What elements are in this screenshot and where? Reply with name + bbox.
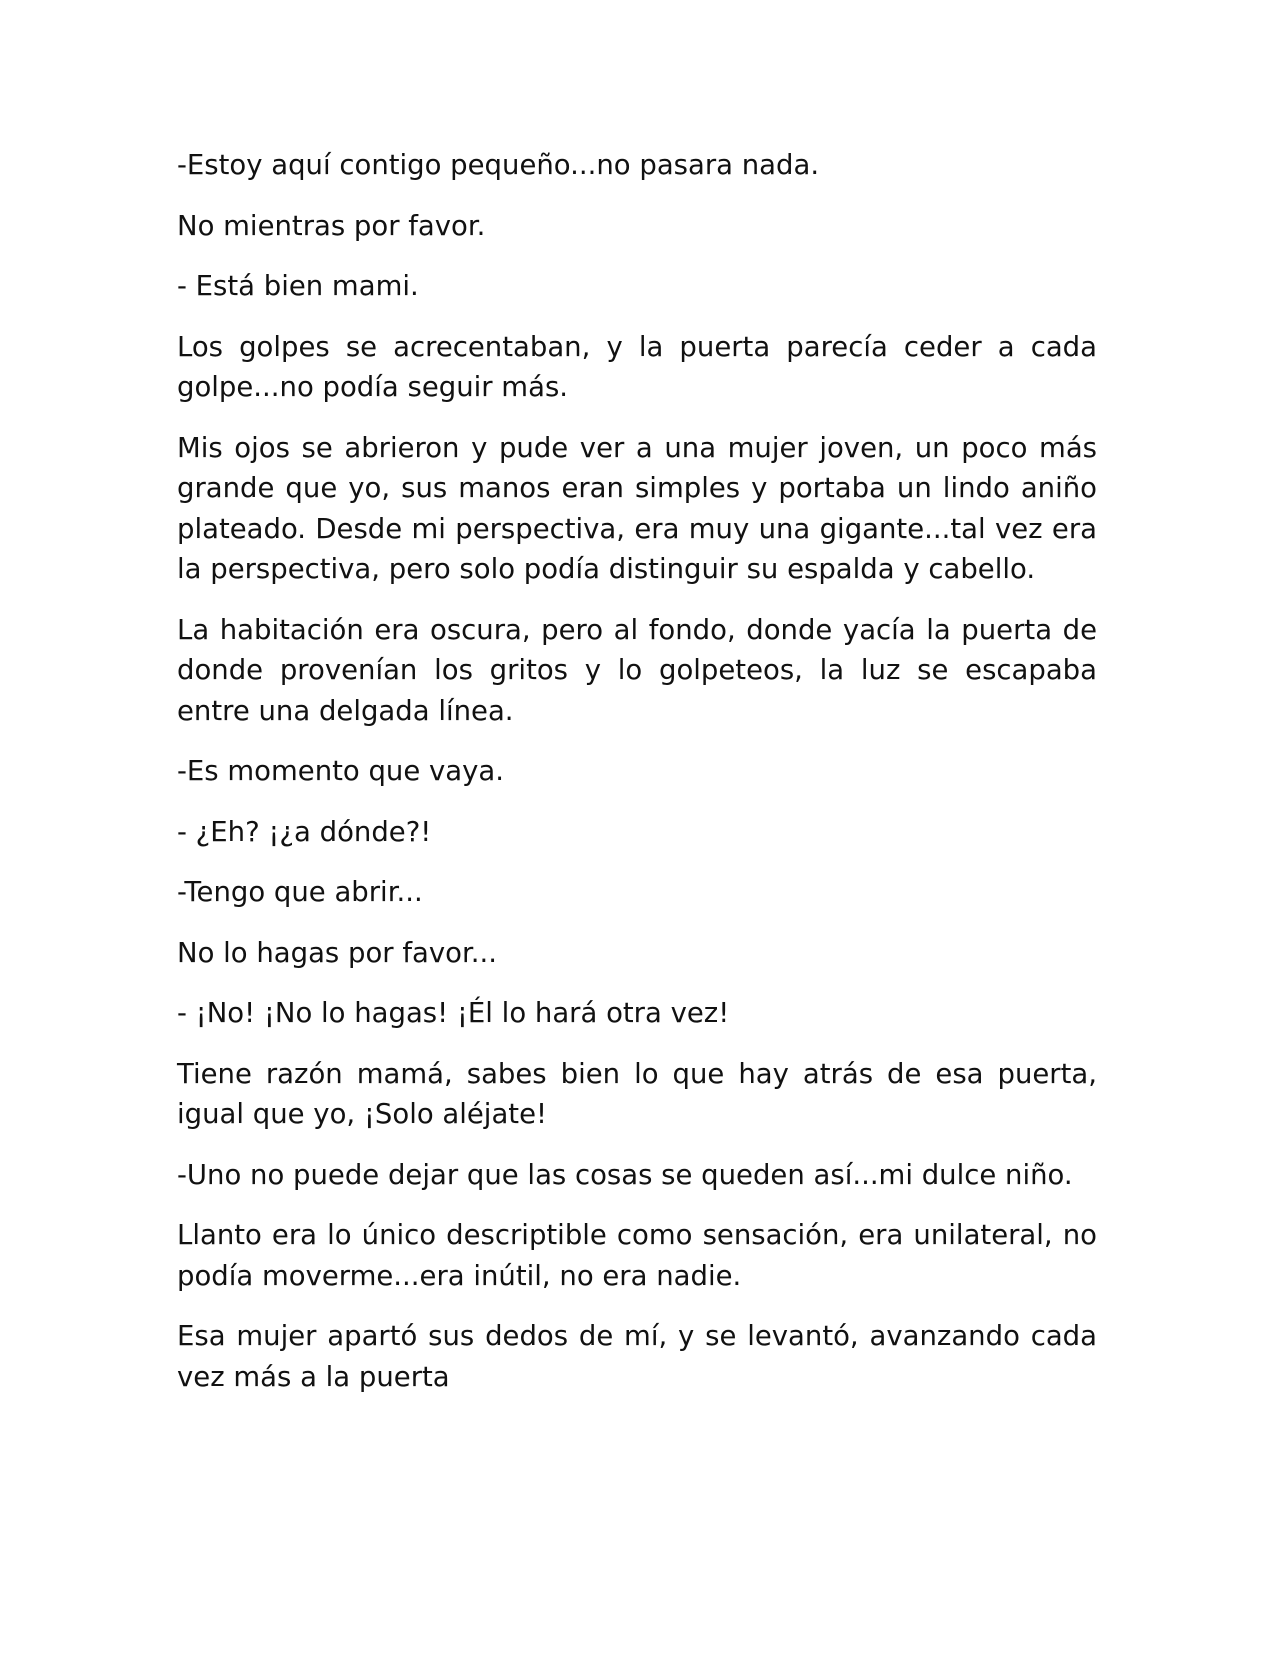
paragraph: La habitación era oscura, pero al fondo, donde yacía la puerta de donde provenían los gritos y lo golpeteos, la luz se escapaba entre una delgada línea. xyxy=(177,613,1097,727)
paragraph: Llanto era lo único descriptible como sensación, era unilateral, no podía moverme...era inútil, no era nadie. xyxy=(177,1219,1097,1292)
paragraph: Los golpes se acrecentaban, y la puerta parecía ceder a cada golpe...no podía seguir más. xyxy=(177,330,1097,403)
paragraph: -Es momento que vaya. xyxy=(177,755,505,787)
paragraph: - Está bien mami. xyxy=(177,270,419,302)
paragraph: Tiene razón mamá, sabes bien lo que hay atrás de esa puerta, igual que yo, ¡Solo aléjate! xyxy=(177,1057,1097,1130)
document-page xyxy=(177,145,1097,1417)
paragraph: Mis ojos se abrieron y pude ver a una mujer joven, un poco más grande que yo, sus manos eran simples y portaba un lindo aniño plateado. Desde mi perspectiva, era muy una gigante...tal vez era la perspectiva, pero solo podía distinguir su espalda y cabello. xyxy=(177,431,1097,585)
paragraph: -Uno no puede dejar que las cosas se queden así...mi dulce niño. xyxy=(177,1158,1073,1191)
paragraph: -Estoy aquí contigo pequeño...no pasara nada. xyxy=(177,149,820,181)
paragraph: Esa mujer apartó sus dedos de mí, y se levantó, avanzando cada vez más a la puerta xyxy=(177,1320,1097,1393)
paragraph: - ¿Eh? ¡¿a dónde?! xyxy=(177,815,432,848)
paragraph: - ¡No! ¡No lo hagas! ¡Él lo hará otra vez! xyxy=(177,997,730,1029)
paragraph: No mientras por favor. xyxy=(177,209,486,242)
paragraph: No lo hagas por favor... xyxy=(177,936,497,969)
paragraph: -Tengo que abrir... xyxy=(177,876,423,908)
